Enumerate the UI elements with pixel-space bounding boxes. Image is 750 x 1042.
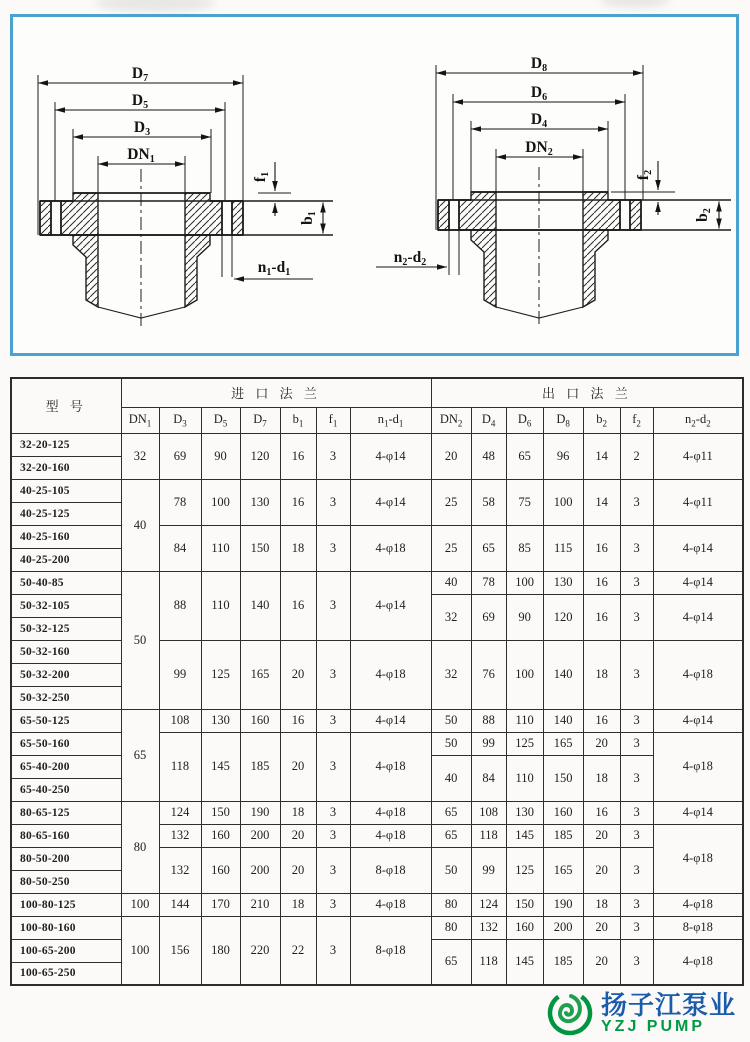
value-cell: 40 — [121, 479, 159, 571]
value-cell: 4-φ14 — [350, 479, 431, 525]
right-dimension-lines — [376, 73, 719, 267]
value-cell: 65 — [431, 824, 471, 847]
value-cell: 4-φ18 — [350, 824, 431, 847]
value-cell: 69 — [159, 433, 201, 479]
value-cell: 16 — [583, 594, 620, 640]
dim-label-d5: D5 — [131, 92, 149, 111]
table-row — [11, 732, 743, 755]
value-cell: 18 — [583, 893, 620, 916]
model-cell: 32-20-160 — [11, 456, 121, 479]
value-cell: 96 — [543, 433, 583, 479]
model-cell: 80-65-125 — [11, 801, 121, 824]
value-cell: 18 — [280, 525, 316, 571]
value-cell: 4-φ18 — [350, 732, 431, 801]
logo-swirl-icon — [546, 989, 594, 1037]
value-cell: 85 — [506, 525, 543, 571]
value-cell: 20 — [583, 939, 620, 985]
value-cell: 20 — [583, 847, 620, 893]
value-cell: 4-φ18 — [350, 525, 431, 571]
value-cell: 160 — [201, 847, 240, 893]
model-cell: 50-32-105 — [11, 594, 121, 617]
value-cell: 124 — [159, 801, 201, 824]
value-cell: 3 — [620, 916, 653, 939]
model-cell: 65-40-200 — [11, 755, 121, 778]
col-header: $D_8$ — [543, 407, 583, 433]
value-cell: 100 — [506, 640, 543, 709]
group-header-row — [11, 378, 743, 407]
value-cell: 120 — [240, 433, 280, 479]
drawing-panel — [10, 14, 739, 356]
value-cell: 58 — [471, 479, 506, 525]
value-cell: 156 — [159, 916, 201, 985]
value-cell: 65 — [121, 709, 159, 801]
value-cell: 4-φ18 — [653, 732, 743, 801]
value-cell: 16 — [280, 571, 316, 640]
outlet-flange-header: 出 口 法 兰 — [431, 378, 743, 407]
col-header: $b_2$ — [583, 407, 620, 433]
value-cell: 110 — [506, 755, 543, 801]
value-cell: 16 — [583, 525, 620, 571]
value-cell: 90 — [506, 594, 543, 640]
value-cell: 180 — [201, 916, 240, 985]
value-cell: 4-φ14 — [653, 801, 743, 824]
value-cell: 88 — [471, 709, 506, 732]
value-cell: 14 — [583, 433, 620, 479]
model-cell: 50-32-200 — [11, 663, 121, 686]
value-cell: 130 — [240, 479, 280, 525]
value-cell: 16 — [280, 479, 316, 525]
value-cell: 3 — [620, 640, 653, 709]
logo-chinese-name: 扬子江泵业 — [601, 989, 737, 1020]
value-cell: 75 — [506, 479, 543, 525]
value-cell: 65 — [431, 801, 471, 824]
value-cell: 185 — [543, 939, 583, 985]
value-cell: 14 — [583, 479, 620, 525]
dimension-table — [10, 377, 744, 986]
value-cell: 145 — [506, 939, 543, 985]
value-cell: 3 — [316, 824, 350, 847]
model-cell: 40-25-200 — [11, 548, 121, 571]
model-cell: 50-40-85 — [11, 571, 121, 594]
value-cell: 80 — [431, 893, 471, 916]
dim-label-f1: f1 — [252, 171, 271, 183]
value-cell: 4-φ14 — [653, 594, 743, 640]
value-cell: 78 — [471, 571, 506, 594]
value-cell: 4-φ18 — [350, 640, 431, 709]
dim-label-d7: D7 — [131, 65, 149, 84]
value-cell: 88 — [159, 571, 201, 640]
dim-label-dn1: DN1 — [127, 146, 155, 165]
value-cell: 110 — [201, 571, 240, 640]
value-cell: 160 — [201, 824, 240, 847]
value-cell: 3 — [316, 571, 350, 640]
value-cell: 18 — [583, 640, 620, 709]
col-header: $D_7$ — [240, 407, 280, 433]
value-cell: 3 — [316, 732, 350, 801]
value-cell: 110 — [506, 709, 543, 732]
value-cell: 16 — [583, 709, 620, 732]
value-cell: 3 — [620, 594, 653, 640]
value-cell: 160 — [543, 801, 583, 824]
model-cell: 100-80-125 — [11, 893, 121, 916]
value-cell: 108 — [471, 801, 506, 824]
value-cell: 140 — [543, 709, 583, 732]
value-cell: 125 — [506, 847, 543, 893]
dim-label-f2: f2 — [635, 169, 654, 181]
value-cell: 145 — [506, 824, 543, 847]
value-cell: 20 — [280, 640, 316, 709]
value-cell: 84 — [471, 755, 506, 801]
value-cell: 3 — [316, 801, 350, 824]
value-cell: 4-φ18 — [350, 893, 431, 916]
col-header: $f_1$ — [316, 407, 350, 433]
value-cell: 20 — [280, 732, 316, 801]
value-cell: 3 — [620, 939, 653, 985]
col-header: $n_2-d_2$ — [653, 407, 743, 433]
model-cell: 100-65-200 — [11, 939, 121, 962]
value-cell: 125 — [506, 732, 543, 755]
value-cell: 3 — [620, 893, 653, 916]
value-cell: 145 — [201, 732, 240, 801]
value-cell: 3 — [620, 824, 653, 847]
value-cell: 40 — [431, 755, 471, 801]
model-cell: 40-25-160 — [11, 525, 121, 548]
value-cell: 3 — [316, 525, 350, 571]
value-cell: 200 — [240, 824, 280, 847]
value-cell: 80 — [121, 801, 159, 893]
value-cell: 100 — [121, 916, 159, 985]
value-cell: 65 — [431, 939, 471, 985]
value-cell: 150 — [543, 755, 583, 801]
value-cell: 132 — [159, 847, 201, 893]
scan-artifact — [95, 0, 215, 12]
col-header: $b_1$ — [280, 407, 316, 433]
value-cell: 144 — [159, 893, 201, 916]
model-cell: 65-50-160 — [11, 732, 121, 755]
value-cell: 3 — [620, 479, 653, 525]
value-cell: 4-φ14 — [653, 571, 743, 594]
value-cell: 3 — [316, 893, 350, 916]
model-cell: 65-50-125 — [11, 709, 121, 732]
value-cell: 130 — [543, 571, 583, 594]
table-row — [11, 847, 743, 870]
value-cell: 110 — [201, 525, 240, 571]
value-cell: 3 — [316, 916, 350, 985]
value-cell: 190 — [543, 893, 583, 916]
model-cell: 40-25-105 — [11, 479, 121, 502]
value-cell: 50 — [431, 709, 471, 732]
value-cell: 80 — [431, 916, 471, 939]
value-cell: 25 — [431, 479, 471, 525]
table-row — [11, 916, 743, 939]
model-column-header: 型 号 — [11, 378, 121, 433]
value-cell: 4-φ14 — [350, 571, 431, 640]
dim-label-d4: D4 — [530, 111, 548, 130]
value-cell: 124 — [471, 893, 506, 916]
value-cell: 16 — [280, 433, 316, 479]
value-cell: 3 — [316, 847, 350, 893]
value-cell: 65 — [506, 433, 543, 479]
value-cell: 16 — [583, 801, 620, 824]
value-cell: 3 — [620, 801, 653, 824]
value-cell: 4-φ14 — [350, 709, 431, 732]
value-cell: 4-φ18 — [653, 640, 743, 709]
scan-artifact — [600, 0, 670, 8]
value-cell: 100 — [201, 479, 240, 525]
value-cell: 118 — [471, 939, 506, 985]
value-cell: 18 — [280, 801, 316, 824]
value-cell: 18 — [280, 893, 316, 916]
value-cell: 32 — [121, 433, 159, 479]
value-cell: 99 — [471, 847, 506, 893]
value-cell: 4-φ18 — [653, 939, 743, 985]
value-cell: 118 — [471, 824, 506, 847]
value-cell: 132 — [471, 916, 506, 939]
value-cell: 20 — [280, 847, 316, 893]
value-cell: 170 — [201, 893, 240, 916]
value-cell: 160 — [240, 709, 280, 732]
value-cell: 20 — [280, 824, 316, 847]
value-cell: 50 — [431, 847, 471, 893]
value-cell: 185 — [543, 824, 583, 847]
col-header: $n_1-d_1$ — [350, 407, 431, 433]
table-row — [11, 640, 743, 663]
value-cell: 90 — [201, 433, 240, 479]
value-cell: 3 — [316, 433, 350, 479]
value-cell: 185 — [240, 732, 280, 801]
col-header: $D_5$ — [201, 407, 240, 433]
value-cell: 3 — [620, 755, 653, 801]
right-flange-section — [438, 167, 731, 325]
value-cell: 69 — [471, 594, 506, 640]
value-cell: 150 — [201, 801, 240, 824]
model-cell: 80-65-160 — [11, 824, 121, 847]
value-cell: 3 — [620, 847, 653, 893]
value-cell: 165 — [543, 732, 583, 755]
model-cell: 50-32-250 — [11, 686, 121, 709]
value-cell: 200 — [543, 916, 583, 939]
table-row — [11, 709, 743, 732]
model-cell: 32-20-125 — [11, 433, 121, 456]
value-cell: 160 — [506, 916, 543, 939]
value-cell: 20 — [431, 433, 471, 479]
col-header: $f_2$ — [620, 407, 653, 433]
value-cell: 32 — [431, 640, 471, 709]
dim-label-d8: D8 — [530, 55, 548, 74]
model-cell: 40-25-125 — [11, 502, 121, 525]
value-cell: 16 — [583, 571, 620, 594]
value-cell: 4-φ18 — [653, 893, 743, 916]
value-cell: 3 — [316, 709, 350, 732]
value-cell: 20 — [583, 916, 620, 939]
value-cell: 4-φ18 — [653, 824, 743, 893]
table-row — [11, 479, 743, 502]
dimension-table-wrap — [10, 377, 742, 986]
value-cell: 200 — [240, 847, 280, 893]
value-cell: 130 — [201, 709, 240, 732]
value-cell: 3 — [620, 571, 653, 594]
company-logo — [546, 986, 746, 1040]
dim-label-d3: D3 — [133, 119, 151, 138]
table-row — [11, 571, 743, 594]
logo-english-name: YZJ PUMP — [601, 1017, 706, 1035]
value-cell: 210 — [240, 893, 280, 916]
inlet-flange-header: 进 口 法 兰 — [121, 378, 431, 407]
table-row — [11, 801, 743, 824]
col-header: $D_6$ — [506, 407, 543, 433]
value-cell: 50 — [121, 571, 159, 709]
subhead-row — [11, 407, 743, 433]
table-row — [11, 433, 743, 456]
value-cell: 3 — [316, 479, 350, 525]
value-cell: 3 — [316, 640, 350, 709]
value-cell: 18 — [583, 755, 620, 801]
value-cell: 3 — [620, 732, 653, 755]
value-cell: 3 — [620, 709, 653, 732]
value-cell: 4-φ14 — [653, 709, 743, 732]
value-cell: 40 — [431, 571, 471, 594]
dim-label-b2: b2 — [694, 208, 713, 222]
col-header: $D_3$ — [159, 407, 201, 433]
value-cell: 125 — [201, 640, 240, 709]
value-cell: 20 — [583, 824, 620, 847]
value-cell: 22 — [280, 916, 316, 985]
flange-drawing — [13, 17, 735, 352]
value-cell: 4-φ11 — [653, 479, 743, 525]
value-cell: 4-φ11 — [653, 433, 743, 479]
value-cell: 150 — [240, 525, 280, 571]
value-cell: 150 — [506, 893, 543, 916]
table-body — [11, 433, 743, 985]
value-cell: 140 — [240, 571, 280, 640]
value-cell: 20 — [583, 732, 620, 755]
dim-label-n2d2: n2-d2 — [393, 249, 427, 268]
value-cell: 108 — [159, 709, 201, 732]
value-cell: 4-φ14 — [350, 433, 431, 479]
col-header: $D_4$ — [471, 407, 506, 433]
value-cell: 8-φ18 — [653, 916, 743, 939]
dim-label-dn2: DN2 — [525, 139, 553, 158]
model-cell: 50-32-160 — [11, 640, 121, 663]
model-cell: 80-50-200 — [11, 847, 121, 870]
dim-label-d6: D6 — [530, 84, 548, 103]
value-cell: 115 — [543, 525, 583, 571]
value-cell: 25 — [431, 525, 471, 571]
model-cell: 100-80-160 — [11, 916, 121, 939]
value-cell: 4-φ18 — [350, 801, 431, 824]
col-header: $DN_1$ — [121, 407, 159, 433]
value-cell: 99 — [159, 640, 201, 709]
dim-label-n1d1: n1-d1 — [257, 259, 291, 278]
value-cell: 84 — [159, 525, 201, 571]
value-cell: 8-φ18 — [350, 847, 431, 893]
value-cell: 76 — [471, 640, 506, 709]
value-cell: 48 — [471, 433, 506, 479]
model-cell: 80-50-250 — [11, 870, 121, 893]
dim-label-b1: b1 — [299, 211, 318, 225]
value-cell: 65 — [471, 525, 506, 571]
value-cell: 190 — [240, 801, 280, 824]
table-row — [11, 824, 743, 847]
value-cell: 100 — [543, 479, 583, 525]
value-cell: 99 — [471, 732, 506, 755]
value-cell: 130 — [506, 801, 543, 824]
value-cell: 3 — [620, 525, 653, 571]
model-cell: 65-40-250 — [11, 778, 121, 801]
value-cell: 2 — [620, 433, 653, 479]
value-cell: 78 — [159, 479, 201, 525]
value-cell: 220 — [240, 916, 280, 985]
model-cell: 100-65-250 — [11, 962, 121, 985]
value-cell: 4-φ14 — [653, 525, 743, 571]
value-cell: 50 — [431, 732, 471, 755]
right-extension-lines — [436, 65, 675, 275]
value-cell: 118 — [159, 732, 201, 801]
value-cell: 32 — [431, 594, 471, 640]
value-cell: 120 — [543, 594, 583, 640]
value-cell: 165 — [543, 847, 583, 893]
model-cell: 50-32-125 — [11, 617, 121, 640]
col-header: $DN_2$ — [431, 407, 471, 433]
value-cell: 140 — [543, 640, 583, 709]
value-cell: 165 — [240, 640, 280, 709]
value-cell: 100 — [506, 571, 543, 594]
value-cell: 8-φ18 — [350, 916, 431, 985]
value-cell: 16 — [280, 709, 316, 732]
value-cell: 100 — [121, 893, 159, 916]
table-row — [11, 525, 743, 548]
value-cell: 132 — [159, 824, 201, 847]
table-row — [11, 893, 743, 916]
